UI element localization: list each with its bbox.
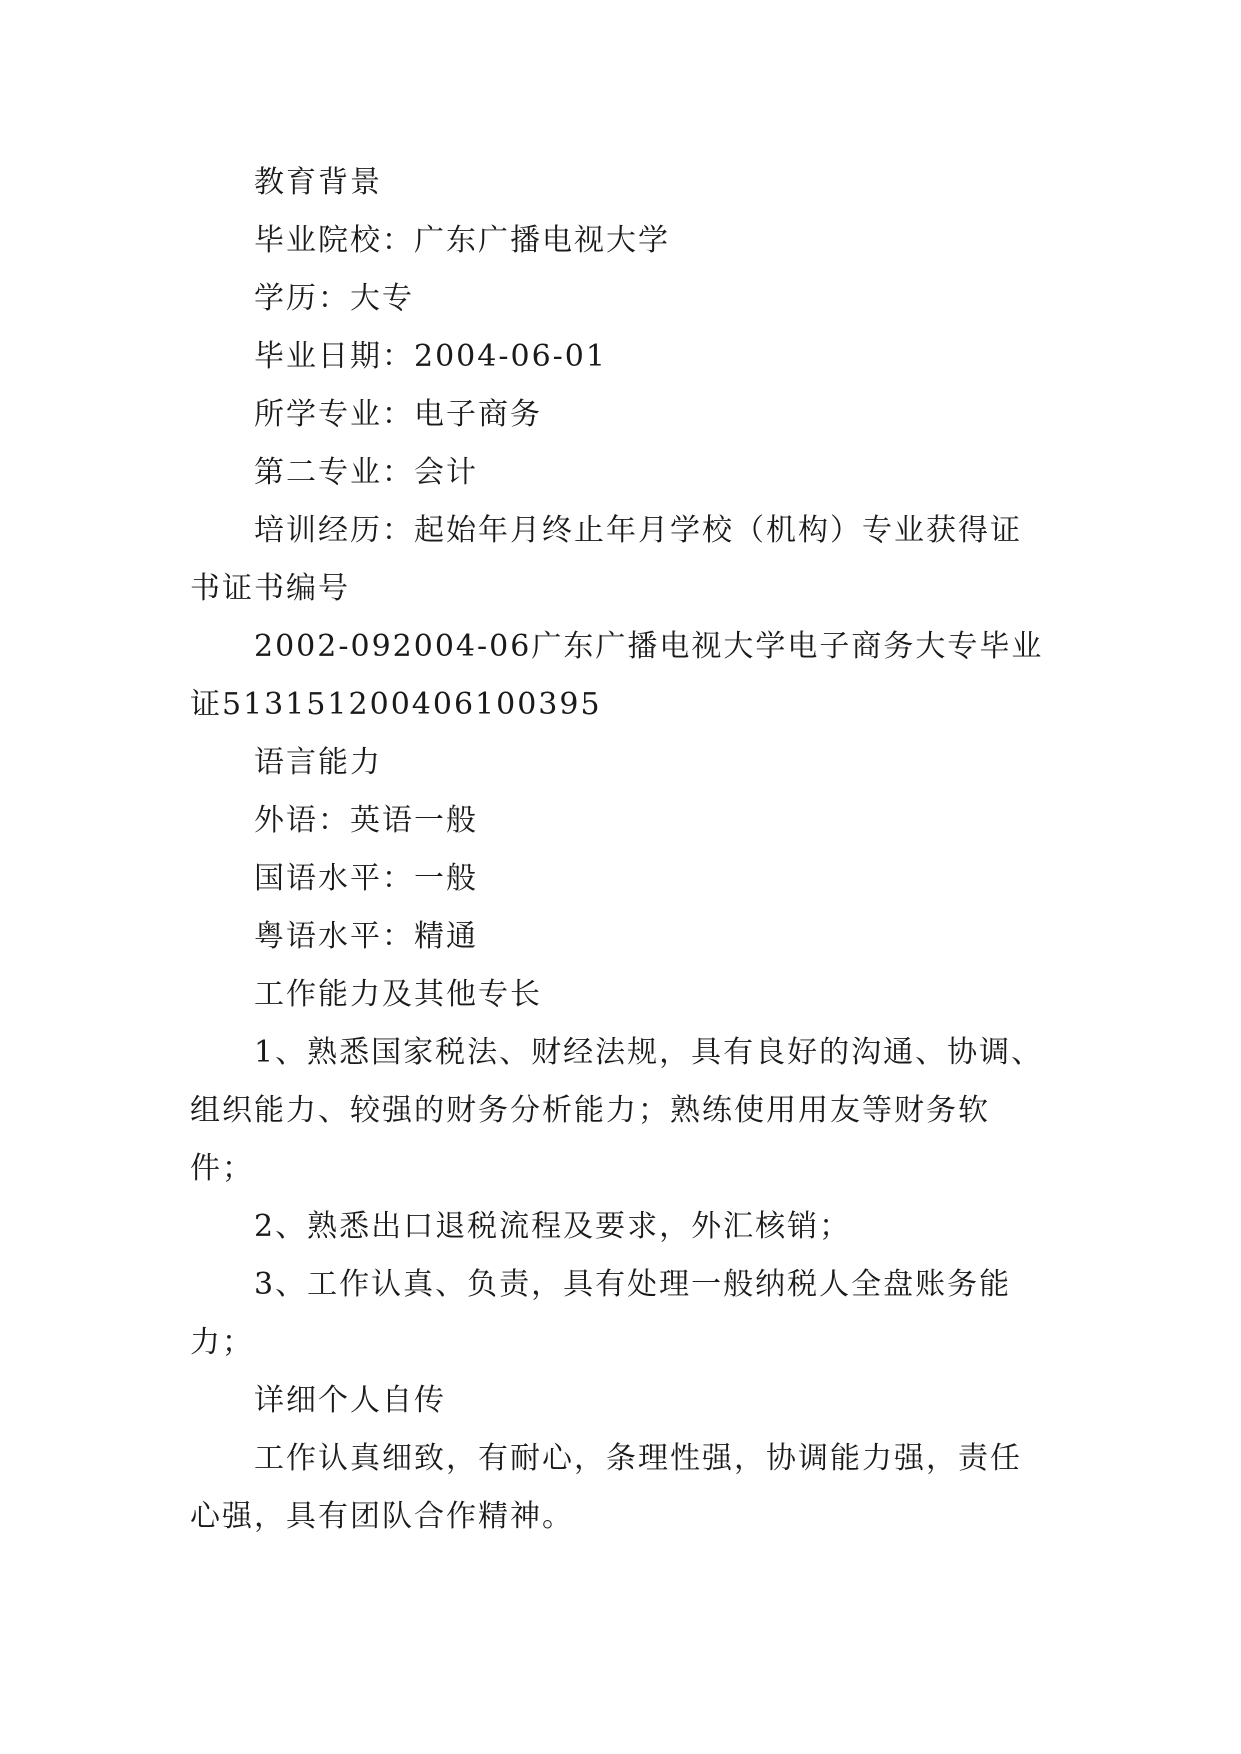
autobiography-text: 工作认真细致，有耐心，条理性强，协调能力强，责任心强，具有团队合作精神。 — [190, 1441, 1022, 1534]
major: 所学专业：电子商务 — [254, 397, 542, 432]
section-heading-language: 语言能力 — [254, 745, 382, 780]
document-body — [190, 154, 1050, 1546]
education-level: 学历：大专 — [254, 281, 414, 316]
section-heading-autobiography: 详细个人自传 — [254, 1383, 446, 1418]
foreign-language: 外语：英语一般 — [254, 803, 478, 838]
section-heading-skills: 工作能力及其他专长 — [254, 977, 542, 1012]
graduation-date: 毕业日期：2004-06-01 — [254, 339, 607, 374]
second-major: 第二专业：会计 — [254, 455, 478, 490]
graduated-school: 毕业院校：广东广播电视大学 — [254, 223, 670, 258]
training-history-entry: 2002-092004-06广东广播电视大学电子商务大专毕业证513151200406100395 — [190, 629, 1044, 722]
skill-item-1: 1、熟悉国家税法、财经法规，具有良好的沟通、协调、组织能力、较强的财务分析能力；熟练使用用友等财务软件； — [190, 1035, 1044, 1186]
skill-item-2: 2、熟悉出口退税流程及要求，外汇核销； — [254, 1209, 852, 1244]
mandarin-level: 国语水平：一般 — [254, 861, 478, 896]
skill-item-3: 3、工作认真、负责，具有处理一般纳税人全盘账务能力； — [190, 1267, 1012, 1360]
training-history-header: 培训经历：起始年月终止年月学校（机构）专业获得证书证书编号 — [190, 513, 1022, 606]
cantonese-level: 粤语水平：精通 — [254, 919, 478, 954]
section-heading-education: 教育背景 — [254, 165, 382, 200]
